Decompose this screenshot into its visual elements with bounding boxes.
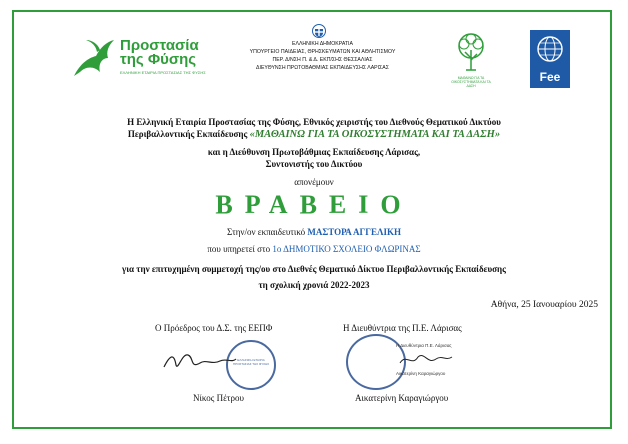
globe-icon	[530, 30, 570, 68]
recipient-prefix: Στην/ον εκπαιδευτικό	[227, 227, 306, 237]
intro-line1: Η Ελληνική Εταιρία Προστασίας της Φύσης, Εθνικός χειριστής του Διεθνούς Θεματικού Δικτύου	[127, 117, 501, 127]
ministry-line: ΠΕΡ. Δ/ΝΣΗ Π. & Δ. ΕΚΠ/ΣΗΣ ΘΕΣΣΑΛΙΑΣ	[272, 57, 373, 63]
fee-label: Fee	[539, 70, 561, 84]
program-title: «ΜΑΘΑΙΝΩ ΓΙΑ ΤΑ ΟΙΚΟΣΥΣΤΗΜΑΤΑ ΚΑΙ ΤΑ ΔΑΣΗ»	[249, 129, 501, 140]
tree-icon	[448, 30, 494, 76]
award-title: ΒΡΑΒΕΙΟ	[215, 190, 413, 219]
school-line	[60, 243, 568, 255]
left-signatory-title: Ο Πρόεδρος του Δ.Σ. της ΕΕΠΦ	[155, 323, 273, 333]
right-signature-block	[396, 343, 456, 377]
brand-tag: ΕΛΛΗΝΙΚΗ ΕΤΑΙΡΙΑ ΠΡΟΣΤΑΣΙΑΣ ΤΗΣ ΦΥΣΗΣ	[120, 70, 206, 75]
left-signature	[160, 345, 240, 380]
left-stamp-text: ΕΛΛΗΝΙΚΗ ΕΤΑΙΡΙΑ ΠΡΟΣΤΑΣΙΑΣ ΤΗΣ ΦΥΣΗΣ	[232, 358, 270, 366]
right-sign-line1: Η Διευθύντρια Π.Ε. Λάρισας	[396, 343, 452, 348]
recipient-name: ΜΑΣΤΟΡΑ ΑΓΓΕΛΙΚΗ	[307, 227, 401, 237]
left-signatory-name: Νίκος Πέτρου	[193, 393, 244, 403]
goat-icon	[70, 36, 118, 80]
intro-line5: απονέμουν	[294, 177, 334, 187]
brand-line1: Προστασία	[120, 37, 199, 54]
intro-line2	[60, 128, 568, 141]
intro-line3: και η Διεύθυνση Πρωτοβάθμιας Εκπαίδευσης Λάρισας,	[207, 147, 421, 157]
intro-line2-prefix: Περιβαλλοντικής Εκπαίδευσης	[127, 129, 248, 139]
fee-logo	[530, 30, 570, 88]
intro-line4: Συντονιστής του Δικτύου	[265, 159, 363, 169]
nature-protection-logo	[70, 36, 210, 86]
school-prefix: που υπηρετεί στο	[207, 244, 271, 254]
network-caption: ΜΑΘΑΙΝΩ ΓΙΑ ΤΑ ΟΙΚΟΣΥΣΤΗΜΑΤΑ ΚΑΙ ΤΑ ΔΑΣΗ	[451, 76, 491, 88]
reason-line2: τη σχολική χρονιά 2022-2023	[258, 280, 370, 290]
right-signature	[396, 349, 456, 369]
recipient-line	[60, 226, 568, 238]
ministry-block	[205, 40, 440, 72]
ministry-line: ΥΠΟΥΡΓΕΙΟ ΠΑΙΔΕΙΑΣ, ΘΡΗΣΚΕΥΜΑΤΩΝ ΚΑΙ ΑΘΛΗΤΙΣΜΟΥ	[249, 49, 396, 55]
issue-date: Αθήνα, 25 Ιανουαρίου 2025	[490, 300, 598, 310]
ministry-line: ΕΛΛΗΝΙΚΗ ΔΗΜΟΚΡΑΤΙΑ	[292, 41, 353, 47]
brand-name	[120, 39, 199, 67]
right-signatory-title: Η Διευθύντρια της Π.Ε. Λάρισας	[343, 323, 462, 333]
right-signatory-name: Αικατερίνη Καραγιώργου	[355, 393, 449, 403]
school-name: 1ο ΔΗΜΟΤΙΚΟ ΣΧΟΛΕΙΟ ΦΛΩΡΙΝΑΣ	[272, 244, 421, 254]
reason-line1: για την επιτυχημένη συμμετοχή της/ου στο Διεθνές Θεματικό Δίκτυο Περιβαλλοντικής Εκπαίδευσης	[122, 264, 506, 274]
right-sign-line2: Αικατερίνη Καραγιώργου	[396, 371, 446, 376]
ministry-line: ΔΙΕΥΘΥΝΣΗ ΠΡΩΤΟΒΑΘΜΙΑΣ ΕΚΠΑΙΔΕΥΣΗΣ ΛΑΡΙΣΑΣ	[256, 65, 389, 71]
network-tree-logo	[448, 30, 494, 92]
brand-line2: της Φύσης	[120, 51, 197, 68]
